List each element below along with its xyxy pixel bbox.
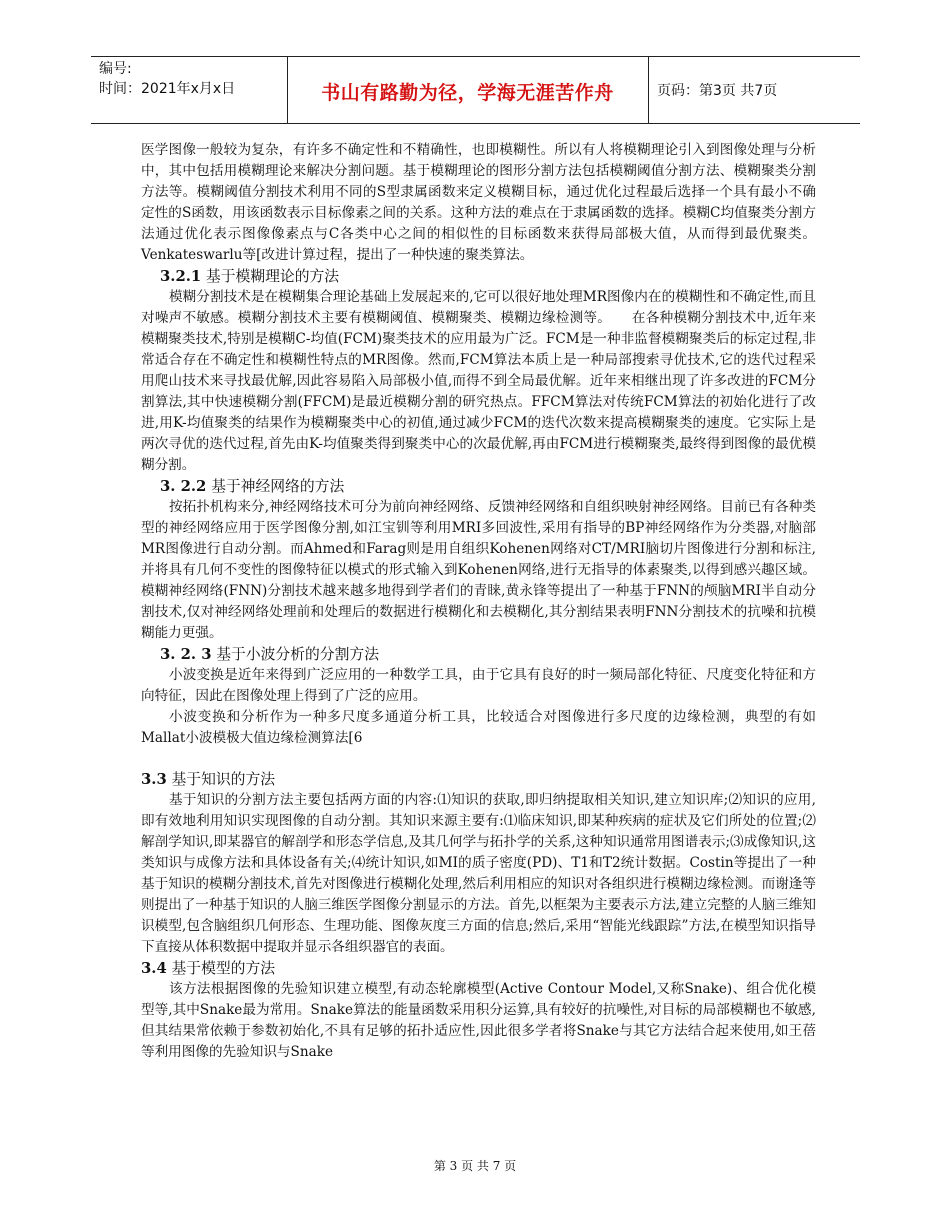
header-time-label: 时间：2021年x月x日 bbox=[99, 81, 236, 97]
header-number-label: 编号: bbox=[99, 61, 132, 77]
section-title: 基于小波分析的分割方法 bbox=[216, 646, 379, 663]
header-info bbox=[99, 59, 289, 99]
paragraph-wavelet-a: 小波变换是近年来得到广泛应用的一种数学工具，由于它具有良好的时一频局部化特征、尺度变化特征和方向特征，因此在图像处理上得到了广泛的应用。 bbox=[141, 667, 816, 704]
section-heading-3-3 bbox=[141, 769, 816, 790]
paragraph-knowledge: 基于知识的分割方法主要包括两方面的内容:⑴知识的获取,即归纳提取相关知识,建立知识库;⑵知识的应用,即有效地利用知识实现图像的自动分割。其知识来源主要有:⑴临床知识,即某种疾病的症状及它们所处的位置;⑵解剖学知识,即某器官的解剖学和形态学信息,及其几何学与拓扑学的关系,这种知识通常用图谱表示;⑶成像知识,这类知识与成像方法和具体设备有关;⑷统计知识,如MI的质子密度(PD)、T1和T2统计数据。Costin等提出了一种基于知识的模糊分割技术,首先对图像进行模糊化处理,然后利用相应的知识对各组织进行模糊边缘检测。而谢逢等则提出了一种基于知识的人脑三维医学图像分割显示的方法。首先,以框架为主要表示方法,建立完整的人脑三维知识模型,包含脑组织几何形态、生理功能、图像灰度三方面的信息;然后,采用“智能光线跟踪”方法,在模型知识指导下直接从体积数据中提取并显示各组织器官的表面。 bbox=[141, 792, 816, 955]
section-number: 3.2.1 bbox=[160, 268, 202, 285]
page-footer: 第 3 页 共 7 页 bbox=[433, 1159, 517, 1173]
section-heading-3-2-3 bbox=[141, 644, 816, 665]
section-heading-3-2-1 bbox=[141, 266, 816, 287]
section-number: 3.3 bbox=[141, 771, 167, 788]
section-title: 基于知识的方法 bbox=[171, 771, 276, 788]
section-number: 3. 2.2 bbox=[160, 478, 207, 495]
paragraph-intro: 医学图像一般较为复杂，有许多不确定性和不精确性，也即模糊性。所以有人将模糊理论引入到图像处理与分析中，其中包括用模糊理论来解决分割问题。基于模糊理论的图形分割方法包括模糊阈值分割方法、模糊聚类分割方法等。模糊阈值分割技术利用不同的S型隶属函数来定义模糊目标，通过优化过程最后选择一个具有最小不确定性的S函数，用该函数表示目标像素之间的关系。这种方法的难点在于隶属函数的选择。模糊C均值聚类分割方法通过优化表示图像像素点与C各类中心之间的相似性的目标函数来获得局部极大值，从而得到最优聚类。Venkateswarlu等[改进计算过程，提出了一种快速的聚类算法。 bbox=[141, 142, 816, 263]
section-number: 3. 2. 3 bbox=[160, 646, 212, 663]
paragraph-neural-network: 按拓扑机构来分,神经网络技术可分为前向神经网络、反馈神经网络和自组织映射神经网络。目前已有各种类型的神经网络应用于医学图像分割,如江宝钏等利用MRI多回波性,采用有指导的BP神经网络作为分类器,对脑部MR图像进行自动分割。而Ahmed和Farag则是用自组织Kohenen网络对CT/MRI脑切片图像进行分割和标注,并将具有几何不变性的图像特征以模式的形式输入到Kohenen网络,进行无指导的体素聚类,以得到感兴趣区域。模糊神经网络(FNN)分割技术越来越多地得到学者们的青睐,黄永锋等提出了一种基于FNN的颅脑MRI半自动分割技术,仅对神经网络处理前和处理后的数据进行模糊化和去模糊化,其分割结果表明FNN分割技术的抗噪和抗模糊能力更强。 bbox=[141, 499, 816, 641]
page-header bbox=[91, 56, 860, 124]
header-divider bbox=[648, 57, 649, 123]
section-heading-3-2-2 bbox=[141, 476, 816, 497]
header-page-number: 页码：第3页 共7页 bbox=[657, 83, 778, 99]
paragraph-wavelet-b: 小波变换和分析作为一种多尺度多通道分析工具，比较适合对图像进行多尺度的边缘检测，典型的有如Mallat小波模极大值边缘检测算法[6 bbox=[141, 709, 816, 746]
section-title: 基于神经网络的方法 bbox=[211, 478, 345, 495]
document-body bbox=[141, 140, 816, 1063]
section-title: 基于模型的方法 bbox=[171, 960, 276, 977]
paragraph-model: 该方法根据图像的先验知识建立模型,有动态轮廓模型(Active Contour Model,又称Snake)、组合优化模型等,其中Snake最为常用。Snake算法的能量函数采用积分运算,具有较好的抗噪性,对目标的局部模糊也不敏感,但其结果常依赖于参数初始化,不具有足够的拓扑适应性,因此很多学者将Snake与其它方法结合起来使用,如王蓓等利用图像的先验知识与Snake bbox=[141, 981, 816, 1060]
paragraph-fuzzy-segmentation: 模糊分割技术是在模糊集合理论基础上发展起来的,它可以很好地处理MR图像内在的模糊性和不确定性,而且对噪声不敏感。模糊分割技术主要有模糊阈值、模糊聚类、模糊边缘检测等。 在各种模糊分割技术中,近年来模糊聚类技术,特别是模糊C-均值(FCM)聚类技术的应用最为广泛。FCM是一种非监督模糊聚类后的标定过程,非常适合存在不确定性和模糊性特点的MR图像。然而,FCM算法本质上是一种局部搜索寻优技术,它的迭代过程采用爬山技术来寻找最优解,因此容易陷入局部极小值,而得不到全局最优解。近年来相继出现了许多改进的FCM分割算法,其中快速模糊分割(FFCM)是最近模糊分割的研究热点。FFCM算法对传统FCM算法的初始化进行了改进,用K-均值聚类的结果作为模糊聚类中心的初值,通过减少FCM的迭代次数来提高模糊聚类的速度。它实际上是两次寻优的迭代过程,首先由K-均值聚类得到聚类中心的次最优解,再由FCM进行模糊聚类,最终得到图像的最优模糊分割。 bbox=[141, 289, 816, 473]
section-title: 基于模糊理论的方法 bbox=[205, 268, 340, 285]
section-heading-3-4 bbox=[141, 958, 816, 979]
section-number: 3.4 bbox=[141, 960, 167, 977]
header-motto: 书山有路勤为径，学海无涯苦作舟 bbox=[321, 82, 614, 104]
spacer bbox=[141, 749, 816, 769]
